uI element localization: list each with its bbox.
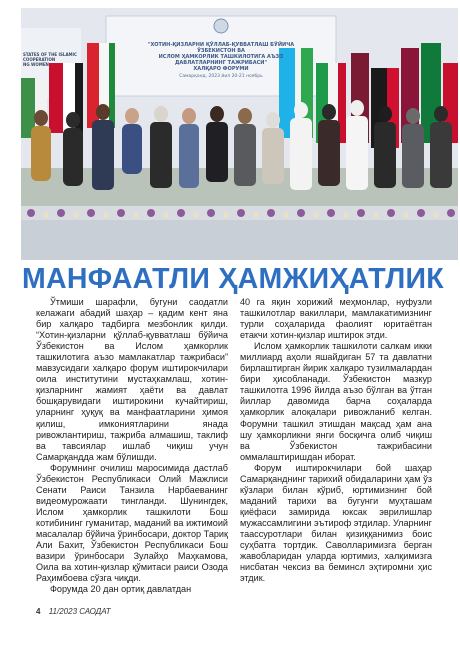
banner-line: ИСЛОМ ҲАМКОРЛИК ТАШКИЛОТИГА АЪЗО ДАВЛАТЛАРНИНГ ТАЖРИБАСИ": [158, 54, 284, 66]
article-title: МАНФААТЛИ ҲАМЖИҲАТЛИК: [22, 263, 444, 295]
page-number: 4: [36, 607, 41, 616]
banner-line: "ХОТИН-ҚИЗЛАРНИ ҚЎЛЛАБ-ҚУВВАТЛАШ БЎЙИЧА ЎЗБЕКИСТОН ВА: [147, 42, 295, 54]
page-footer: [36, 607, 111, 616]
paragraph: Ислом ҳамкорлик ташкилоти салкам икки миллиард аҳоли яшайдиган 57 та давлатни бирлаштирган йирик халқаро тузилмалардан бири ҳисобланади. Ўзбекистон мазкур ташкилотга 1996 йилда аъзо бўлган ва ўтган йиллар давомида барча соҳаларда ҳамкорлик алоқалари ривожланиб келган. Форумни ташкил этишдан мақсад ҳам ана шу ҳамкорликни янги босқичга олиб чиқиш ва Ўзбекистон тажрибасини оммалаштиришдан иборат.: [240, 341, 432, 462]
paragraph: 40 га яқин хорижий меҳмонлар, нуфузли ташкилотлар вакиллари, мамлакатимизнинг турли соҳаларида фаолият юритаётган етакчи хотин-қизлар иштирок этди.: [240, 297, 432, 341]
issue-label: 11/2023 САОДАТ: [48, 607, 111, 616]
article-left-column: [36, 297, 228, 595]
paragraph: Форумнинг очилиш маросимида дастлаб Ўзбекистон Республикаси Олий Мажлиси Сенати Раиси Танзила Нарбаеванинг видеомурожаати тингланди. Шунингдек, Ислом ҳамкорлик ташкилоти Бош котибининг гуманитар, маданий ва ижтимоий масалалар бўйича ўринбосари, доктор Тариқ Али Бахит, Ўзбекистон Республикаси Бош вазири ўринбосари Зулайҳо Маҳкамова, Оила ва хотин-қизлар қўмитаси раиси Озода Раҳимбоева сўзга чиқди.: [36, 462, 228, 584]
paragraph: Ўтмиши шарафли, бугуни саодатли келажаги абадий шаҳар – қадим кент яна бир халқаро тадбирга мезбонлик қилди. “Хотин-қизларни қўллаб-қувватлаш бўйича Ўзбекистон ва Ислом ҳамкорлик ташкилотига аъзо мамлакатлар тажрибаси” мавзусидаги халқаро форум иштирокчилари оила институтини мустаҳкамлаш, хотин-қизларнинг жамият ҳаёти ва давлат бошқарувидаги иштирокини кучайтириш, уларнинг ҳуқуқ ва манфаатларини ҳимоя қилиш, имкониятларини янада ривожлантириш, тажриба алмашиш, таклиф ва тавсиялар ишлаб чиқиш учун Самарқандда жам бўлишди.: [36, 297, 228, 462]
corner-line: NG WOMEN: [23, 62, 49, 67]
event-group-photo: [21, 8, 458, 260]
photo-corner-caption: [23, 52, 79, 67]
paragraph: Форумда 20 дан ортиқ давлатдан: [50, 584, 192, 595]
photo-banner-title: [136, 42, 306, 72]
corner-line: COOPERATION: [23, 57, 56, 62]
photo-banner-date: Самарқанд, 2023 йил 20-21 ноябрь: [179, 74, 263, 79]
paragraph: Форум иштирокчилари бой шаҳар Самарқанднинг тарихий обидаларини ҳам ўз кўзлари билан кўриб, юртимизнинг бой маданий тарихи ва бугунги муҳташам қиёфаси замирида юксак эврилишлар мужассамлигини эътироф этдилар. Уларнинг таассуротлари билан қизиққанимиз боис суҳбатга тортдик. Саволларимизга берган жавобларидан уларда юртимиз, халқимизга нисбатан чексиз ва беминсл эҳтиромни ҳис этдик.: [240, 462, 432, 584]
article-right-column: [240, 297, 432, 600]
banner-line: ХАЛҚАРО ФОРУМИ: [193, 66, 249, 72]
corner-line: STATES OF THE ISLAMIC: [23, 52, 77, 57]
